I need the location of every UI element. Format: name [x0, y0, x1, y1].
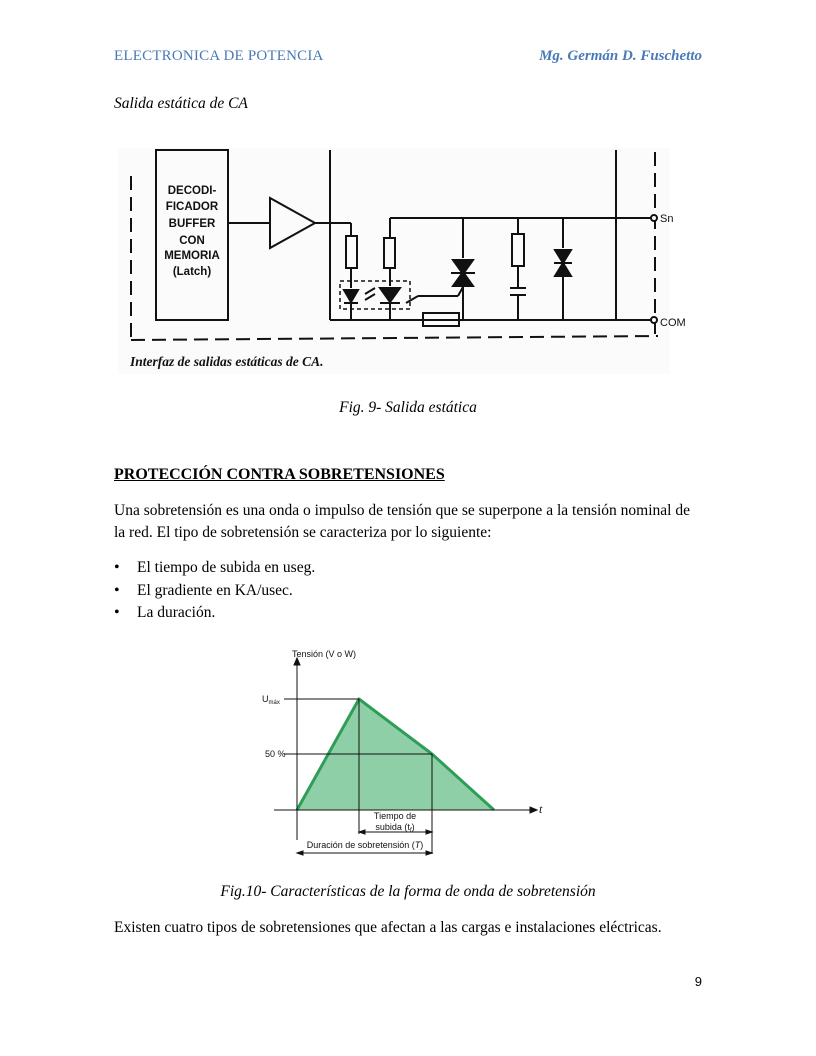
circuit-inner-caption: Interfaz de salidas estáticas de CA.: [130, 354, 324, 369]
duration-text: Duración de sobretensión (: [306, 840, 415, 850]
rise-time-end: ): [411, 822, 415, 832]
umax-symbol: U: [262, 694, 269, 704]
rise-time-label-1: Tiempo de: [373, 811, 417, 821]
block-line-1: DECODI-: [167, 185, 217, 197]
duration-symbol: T: [414, 840, 421, 850]
intro-text: Salida estática de CA: [114, 95, 248, 112]
figure-9-caption: Fig. 9- Salida estática: [339, 399, 477, 416]
list-item: • La duración.: [114, 602, 315, 625]
header-title: ELECTRONICA DE POTENCIA: [114, 48, 324, 64]
umax-subscript: máx: [268, 700, 280, 706]
block-line-2: FICADOR: [165, 201, 219, 213]
section-heading: PROTECCIÓN CONTRA SOBRETENSIONES: [114, 466, 445, 483]
terminal-sn-label: Sn: [660, 213, 674, 225]
header-author: Mg. Germán D. Fuschetto: [539, 48, 702, 64]
block-line-6: (Latch): [172, 266, 212, 278]
overvoltage-waveform-figure: [254, 642, 554, 864]
rise-time-label-2: [375, 822, 414, 834]
half-level-label: 50 %: [265, 749, 286, 759]
umax-label: [262, 694, 280, 706]
block-line-5: MEMORIA: [164, 250, 220, 262]
paragraph-1: Una sobretensión es una onda o impulso de tensión que se superpone a la tensión nominal de la red. El tipo de sobretensión se caracteriza por lo siguiente:: [114, 502, 690, 541]
duration-label: [307, 840, 424, 850]
page-number: 9: [694, 974, 702, 989]
terminal-com-label: COM: [660, 317, 686, 329]
characteristics-list: [114, 557, 315, 625]
paragraph-2: Existen cuatro tipos de sobretensiones que afectan a las cargas e instalaciones eléctricas.: [114, 919, 662, 936]
rise-time-subscript: f: [409, 827, 412, 834]
static-output-circuit-figure: [118, 148, 686, 374]
figure-10-caption: Fig.10- Características de la forma de onda de sobretensión: [220, 883, 596, 900]
block-line-3: BUFFER: [168, 218, 216, 230]
duration-end: ): [420, 840, 424, 850]
rise-time-text: subida (t: [375, 822, 410, 832]
list-item: • El tiempo de subida en useg.: [114, 557, 315, 580]
list-item: • El gradiente en KA/usec.: [114, 580, 315, 603]
block-line-4: CON: [179, 235, 205, 247]
y-axis-label: Tensión (V o W): [292, 649, 357, 659]
x-axis-label: t: [539, 802, 543, 816]
